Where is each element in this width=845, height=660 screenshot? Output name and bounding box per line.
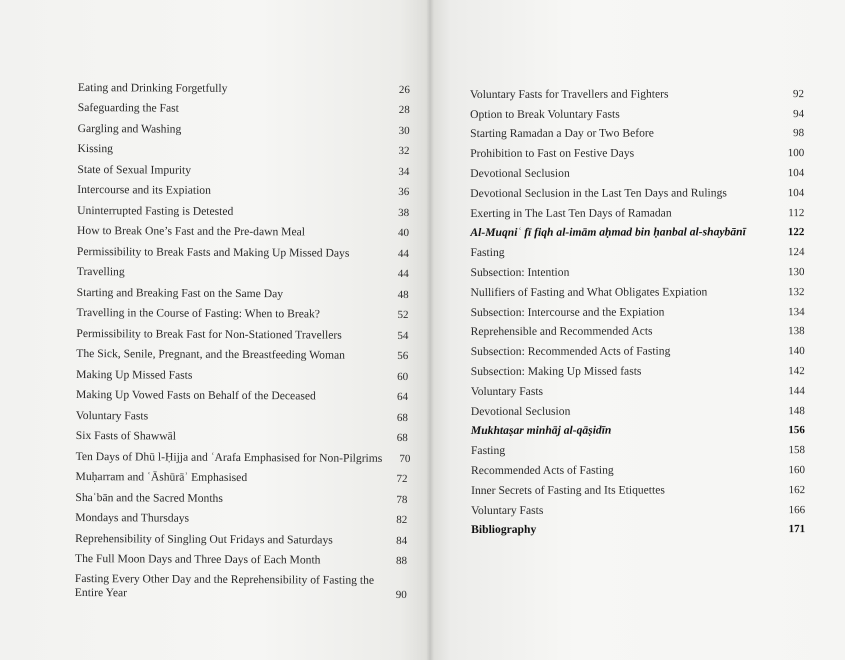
- toc-entry-page: 134: [788, 305, 805, 318]
- toc-entry: [471, 457, 805, 478]
- toc-entry: [76, 422, 408, 445]
- toc-entry-title: Safeguarding the Fast: [77, 100, 179, 115]
- toc-entry-title: Voluntary Fasts: [75, 408, 149, 422]
- toc-entry: [470, 160, 804, 181]
- toc-entry: [76, 299, 408, 322]
- toc-entry-title: Subsection: Intention: [470, 265, 570, 279]
- toc-entry-title: Mondays and Thursdays: [75, 510, 190, 525]
- toc-entry-page: 124: [787, 246, 805, 259]
- toc-entry-page: 148: [788, 404, 805, 417]
- toc-entry-title: Voluntary Fasts for Travellers and Fighters: [470, 87, 669, 101]
- toc-entry: [471, 437, 805, 458]
- toc-entry: [75, 545, 407, 568]
- toc-entry-page: 82: [396, 513, 408, 527]
- toc-entry-title: Exerting in The Last Ten Days of Ramadan: [470, 206, 672, 220]
- toc-entry-title: Voluntary Fasts: [471, 503, 544, 517]
- toc-entry-title: Fasting: [470, 246, 505, 260]
- toc-entry-page: 138: [788, 325, 805, 338]
- toc-entry-page: 122: [787, 226, 805, 239]
- toc-entry-page: 54: [397, 329, 409, 342]
- toc-entry-title: How to Break One’s Fast and the Pre-dawn Meal: [77, 223, 306, 239]
- toc-entry: [76, 381, 408, 404]
- toc-entry-title: Prohibition to Fast on Festive Days: [470, 146, 635, 161]
- toc-entry-title: Intercourse and its Expiation: [77, 182, 211, 197]
- toc-entry-page: 100: [787, 147, 805, 160]
- toc-entry: [471, 279, 805, 300]
- toc-section-heading: [471, 517, 805, 538]
- toc-entry-page: 90: [395, 588, 407, 602]
- right-page: [430, 0, 845, 660]
- toc-right-list: [470, 81, 805, 537]
- toc-entry: [75, 484, 407, 507]
- toc-entry: [78, 74, 410, 97]
- toc-entry-page: 158: [788, 444, 805, 457]
- toc-entry: [470, 81, 804, 102]
- toc-entry-title: Subsection: Recommended Acts of Fasting: [470, 344, 671, 359]
- toc-entry: [471, 398, 805, 419]
- toc-entry-page: 52: [397, 308, 409, 322]
- toc-entry: [470, 200, 804, 221]
- toc-entry: [76, 320, 408, 343]
- toc-entry-page: 142: [788, 365, 805, 378]
- toc-entry-title: Devotional Seclusion in the Last Ten Days and Rulings: [470, 186, 727, 200]
- toc-entry: [75, 525, 407, 548]
- toc-entry-title: Devotional Seclusion: [470, 404, 571, 418]
- toc-entry-page: 56: [397, 349, 409, 363]
- toc-entry: [471, 378, 805, 399]
- toc-entry: [78, 115, 410, 138]
- toc-entry-title: Reprehensible and Recommended Acts: [470, 324, 653, 339]
- toc-entry: [75, 443, 411, 466]
- toc-entry-page: 68: [396, 411, 408, 424]
- toc-entry-page: 38: [398, 206, 410, 219]
- toc-entry-page: 68: [396, 431, 408, 445]
- toc-entry: [470, 141, 804, 162]
- toc-entry-title: Permissibility to Break Fasts and Making Up Missed Days: [76, 244, 350, 260]
- toc-entry: [76, 340, 408, 363]
- toc-entry: [77, 279, 409, 302]
- toc-entry: [470, 180, 804, 201]
- toc-entry: [471, 497, 805, 518]
- toc-entry-page: 130: [787, 266, 805, 279]
- toc-entry: [77, 135, 409, 158]
- toc-entry-title: Devotional Seclusion: [470, 166, 570, 180]
- toc-entry-title: Voluntary Fasts: [470, 384, 544, 398]
- book-gutter: [426, 0, 434, 660]
- toc-entry-page: 104: [787, 167, 805, 180]
- toc-entry-title: Starting Ramadan a Day or Two Before: [470, 126, 654, 141]
- toc-entry: [77, 176, 409, 199]
- toc-entry-page: 171: [788, 523, 806, 536]
- toc-entry: [470, 121, 804, 142]
- toc-entry: [471, 319, 805, 340]
- toc-entry-title: Inner Secrets of Fasting and Its Etiquettes: [471, 483, 665, 497]
- toc-entry-page: 70: [399, 452, 411, 465]
- toc-entry-title: Making Up Vowed Fasts on Behalf of the Deceased: [76, 387, 316, 403]
- toc-entry: [471, 338, 805, 359]
- toc-entry-title: Nullifiers of Fasting and What Obligates Expiation: [470, 285, 708, 299]
- toc-entry: [77, 197, 409, 220]
- toc-entry: [470, 240, 804, 261]
- toc-entry: [471, 299, 805, 320]
- toc-entry-title: Mukhtaṣar minhāj al-qāṣidīn: [470, 423, 612, 438]
- toc-entry-page: 60: [397, 370, 409, 383]
- toc-entry-page: 84: [396, 534, 408, 547]
- toc-entry-page: 92: [793, 87, 805, 100]
- toc-entry-title: Shaʿbān and the Sacred Months: [75, 490, 223, 505]
- toc-entry-page: 40: [397, 226, 410, 240]
- toc-entry: [77, 258, 409, 281]
- toc-entry: [470, 259, 804, 280]
- toc-entry-title: Travelling: [76, 264, 125, 279]
- toc-section-heading: [470, 220, 804, 241]
- toc-entry-title: Starting and Breaking Fast on the Same Day: [76, 285, 284, 300]
- toc-entry-page: 26: [398, 83, 410, 96]
- toc-entry-page: 160: [788, 464, 806, 477]
- toc-entry-page: 72: [396, 472, 408, 486]
- toc-entry-page: 166: [788, 503, 806, 516]
- toc-entry-page: 144: [788, 384, 805, 397]
- toc-entry-page: 156: [788, 424, 805, 437]
- toc-entry: [471, 358, 805, 379]
- toc-left-list: [75, 74, 410, 602]
- toc-entry: [76, 402, 408, 425]
- toc-entry-page: 112: [788, 206, 805, 219]
- toc-section-heading: [471, 418, 805, 439]
- toc-entry-title: The Full Moon Days and Three Days of Each Month: [75, 551, 321, 567]
- toc-entry-page: 28: [398, 103, 410, 117]
- toc-entry-title: Al-Muqniʿ fī fiqh al-imām aḥmad bin ḥanbal al-shaybānī: [470, 225, 746, 240]
- toc-entry-page: 162: [788, 483, 806, 496]
- toc-entry: [471, 477, 805, 498]
- toc-entry-title: Making Up Missed Fasts: [76, 367, 193, 382]
- toc-entry: [77, 217, 409, 240]
- toc-entry-page: 94: [793, 107, 805, 120]
- toc-entry: [76, 361, 408, 384]
- toc-entry-page: 30: [398, 124, 410, 137]
- toc-entry-title: Subsection: Intercourse and the Expiation: [470, 305, 665, 319]
- toc-entry-title: Uninterrupted Fasting is Detested: [77, 203, 234, 218]
- toc-entry: [470, 101, 804, 122]
- toc-entry: [77, 156, 409, 179]
- toc-entry-page: 44: [397, 267, 409, 281]
- toc-entry-title: The Sick, Senile, Pregnant, and the Breastfeeding Woman: [76, 346, 345, 362]
- toc-entry: [75, 463, 407, 486]
- toc-entry-title: Kissing: [77, 141, 114, 156]
- toc-entry-title: Permissibility to Break Fast for Non-Stationed Travellers: [76, 326, 342, 342]
- toc-entry-title: Eating and Drinking Forgetfully: [77, 80, 228, 95]
- toc-entry-title: Bibliography: [471, 523, 537, 537]
- toc-entry-page: 48: [397, 288, 409, 301]
- toc-entry-page: 36: [398, 185, 410, 199]
- toc-entry-title: Six Fasts of Shawwāl: [75, 428, 177, 443]
- toc-entry-title: Option to Break Voluntary Fasts: [470, 107, 620, 121]
- toc-entry-title: State of Sexual Impurity: [77, 162, 192, 177]
- toc-entry: [77, 238, 409, 261]
- toc-entry-title: Reprehensibility of Singling Out Fridays and Saturdays: [75, 531, 333, 547]
- toc-entry-title: Ten Days of Dhū l-Ḥijja and ʿArafa Emphasised for Non-Pilgrims: [75, 449, 383, 465]
- toc-entry-page: 88: [395, 554, 408, 568]
- toc-entry: [75, 504, 407, 527]
- toc-entry: [78, 94, 410, 117]
- toc-entry-page: 104: [787, 186, 805, 199]
- toc-entry-page: 140: [788, 345, 805, 358]
- toc-entry-title: Fasting: [470, 444, 506, 458]
- toc-entry-page: 98: [793, 127, 805, 140]
- toc-entry-title: Subsection: Making Up Missed fasts: [470, 364, 642, 378]
- toc-entry-page: 78: [396, 493, 408, 506]
- toc-entry-title: Gargling and Washing: [77, 121, 182, 136]
- toc-entry-title: Travelling in the Course of Fasting: When to Break?: [76, 305, 321, 321]
- toc-entry-page: 32: [398, 144, 410, 158]
- toc-entry-page: 132: [788, 285, 805, 298]
- toc-entry-title: Fasting Every Other Day and the Reprehensibility of Fasting the Entire Year: [74, 571, 375, 600]
- toc-entry-title: Recommended Acts of Fasting: [470, 463, 614, 477]
- toc-entry-page: 34: [398, 165, 410, 178]
- toc-entry-page: 64: [396, 390, 409, 404]
- toc-entry-page: 44: [397, 247, 409, 260]
- toc-entry-title: Muḥarram and ʿĀshūrāʾ Emphasised: [75, 469, 248, 485]
- toc-entry: [75, 566, 407, 602]
